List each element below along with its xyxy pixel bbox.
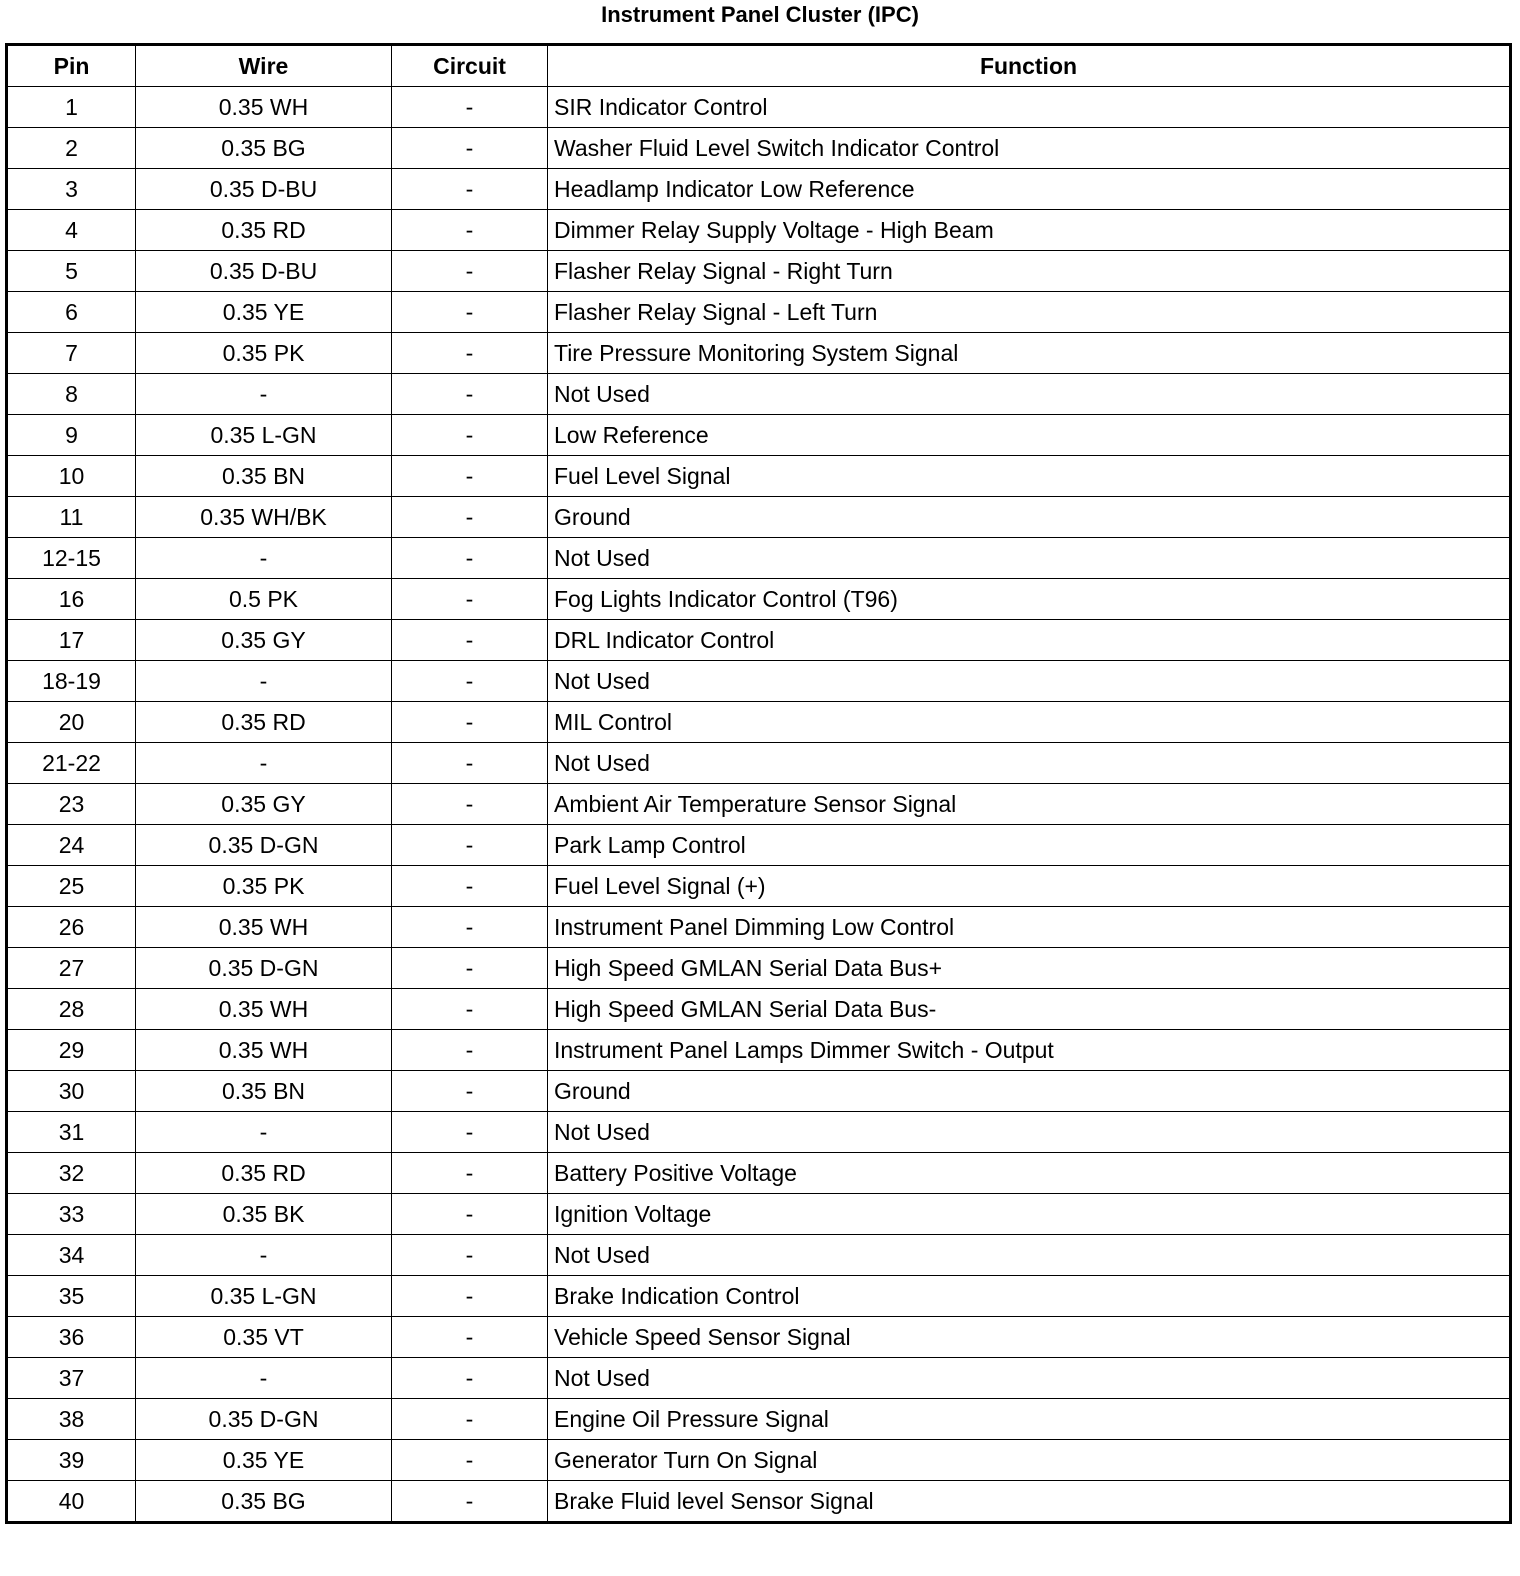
- circuit-cell: -: [392, 1276, 548, 1317]
- pin-cell: 3: [7, 169, 136, 210]
- function-cell: Engine Oil Pressure Signal: [548, 1399, 1511, 1440]
- function-cell: Fuel Level Signal (+): [548, 866, 1511, 907]
- circuit-cell: -: [392, 374, 548, 415]
- table-row: [7, 866, 1511, 907]
- table-row: [7, 1399, 1511, 1440]
- pin-cell: 10: [7, 456, 136, 497]
- function-cell: Ignition Voltage: [548, 1194, 1511, 1235]
- circuit-cell: -: [392, 948, 548, 989]
- table-row: [7, 251, 1511, 292]
- pin-cell: 20: [7, 702, 136, 743]
- function-cell: Not Used: [548, 661, 1511, 702]
- circuit-cell: -: [392, 989, 548, 1030]
- pin-cell: 17: [7, 620, 136, 661]
- table-row: [7, 1317, 1511, 1358]
- function-cell: Not Used: [548, 743, 1511, 784]
- function-cell: Not Used: [548, 1112, 1511, 1153]
- wire-cell: 0.35 L-GN: [136, 415, 392, 456]
- circuit-cell: -: [392, 579, 548, 620]
- pin-cell: 25: [7, 866, 136, 907]
- pin-cell: 24: [7, 825, 136, 866]
- table-row: [7, 1481, 1511, 1523]
- table-row: [7, 743, 1511, 784]
- wire-cell: 0.35 BN: [136, 1071, 392, 1112]
- table-row: [7, 1030, 1511, 1071]
- wire-cell: 0.35 WH: [136, 87, 392, 128]
- table-row: [7, 579, 1511, 620]
- table-row: [7, 169, 1511, 210]
- function-cell: Battery Positive Voltage: [548, 1153, 1511, 1194]
- table-row: [7, 948, 1511, 989]
- circuit-cell: -: [392, 1071, 548, 1112]
- circuit-cell: -: [392, 620, 548, 661]
- circuit-cell: -: [392, 87, 548, 128]
- function-cell: Not Used: [548, 538, 1511, 579]
- function-cell: High Speed GMLAN Serial Data Bus-: [548, 989, 1511, 1030]
- header-function: Function: [548, 45, 1511, 87]
- function-cell: SIR Indicator Control: [548, 87, 1511, 128]
- function-cell: Flasher Relay Signal - Left Turn: [548, 292, 1511, 333]
- function-cell: Instrument Panel Dimming Low Control: [548, 907, 1511, 948]
- pin-cell: 4: [7, 210, 136, 251]
- table-row: [7, 538, 1511, 579]
- wire-cell: 0.35 VT: [136, 1317, 392, 1358]
- wire-cell: 0.35 WH: [136, 907, 392, 948]
- pin-cell: 5: [7, 251, 136, 292]
- pin-cell: 8: [7, 374, 136, 415]
- circuit-cell: -: [392, 333, 548, 374]
- table-body: [7, 87, 1511, 1523]
- wire-cell: 0.35 GY: [136, 784, 392, 825]
- function-cell: Fuel Level Signal: [548, 456, 1511, 497]
- circuit-cell: -: [392, 1440, 548, 1481]
- wire-cell: 0.35 BK: [136, 1194, 392, 1235]
- pin-cell: 36: [7, 1317, 136, 1358]
- table-row: [7, 989, 1511, 1030]
- circuit-cell: -: [392, 292, 548, 333]
- pin-cell: 6: [7, 292, 136, 333]
- table-row: [7, 333, 1511, 374]
- pin-cell: 31: [7, 1112, 136, 1153]
- circuit-cell: -: [392, 907, 548, 948]
- function-cell: Generator Turn On Signal: [548, 1440, 1511, 1481]
- wire-cell: 0.35 PK: [136, 866, 392, 907]
- pin-cell: 1: [7, 87, 136, 128]
- wire-cell: 0.35 D-BU: [136, 169, 392, 210]
- table-row: [7, 1194, 1511, 1235]
- pin-cell: 11: [7, 497, 136, 538]
- pin-cell: 35: [7, 1276, 136, 1317]
- circuit-cell: -: [392, 825, 548, 866]
- wire-cell: -: [136, 1358, 392, 1399]
- table-row: [7, 784, 1511, 825]
- wire-cell: 0.35 D-GN: [136, 1399, 392, 1440]
- table-row: [7, 497, 1511, 538]
- circuit-cell: -: [392, 1235, 548, 1276]
- function-cell: Dimmer Relay Supply Voltage - High Beam: [548, 210, 1511, 251]
- pin-cell: 32: [7, 1153, 136, 1194]
- circuit-cell: -: [392, 1317, 548, 1358]
- wire-cell: -: [136, 374, 392, 415]
- pin-cell: 38: [7, 1399, 136, 1440]
- table-row: [7, 374, 1511, 415]
- pin-cell: 27: [7, 948, 136, 989]
- function-cell: Tire Pressure Monitoring System Signal: [548, 333, 1511, 374]
- wire-cell: 0.35 L-GN: [136, 1276, 392, 1317]
- wire-cell: 0.5 PK: [136, 579, 392, 620]
- pin-cell: 7: [7, 333, 136, 374]
- table-row: [7, 620, 1511, 661]
- pin-cell: 39: [7, 1440, 136, 1481]
- pin-cell: 21-22: [7, 743, 136, 784]
- pin-cell: 40: [7, 1481, 136, 1523]
- wire-cell: 0.35 RD: [136, 702, 392, 743]
- wire-cell: 0.35 WH: [136, 989, 392, 1030]
- pin-cell: 34: [7, 1235, 136, 1276]
- wire-cell: 0.35 WH/BK: [136, 497, 392, 538]
- circuit-cell: -: [392, 743, 548, 784]
- table-row: [7, 1276, 1511, 1317]
- table-header-row: [7, 45, 1511, 87]
- wire-cell: 0.35 YE: [136, 292, 392, 333]
- pin-cell: 30: [7, 1071, 136, 1112]
- function-cell: High Speed GMLAN Serial Data Bus+: [548, 948, 1511, 989]
- pin-cell: 2: [7, 128, 136, 169]
- pin-cell: 28: [7, 989, 136, 1030]
- function-cell: Flasher Relay Signal - Right Turn: [548, 251, 1511, 292]
- function-cell: Low Reference: [548, 415, 1511, 456]
- function-cell: Not Used: [548, 1358, 1511, 1399]
- function-cell: Brake Fluid level Sensor Signal: [548, 1481, 1511, 1523]
- function-cell: Brake Indication Control: [548, 1276, 1511, 1317]
- table-row: [7, 907, 1511, 948]
- table-row: [7, 1071, 1511, 1112]
- function-cell: DRL Indicator Control: [548, 620, 1511, 661]
- circuit-cell: -: [392, 1153, 548, 1194]
- table-row: [7, 1112, 1511, 1153]
- header-circuit: Circuit: [392, 45, 548, 87]
- table-row: [7, 456, 1511, 497]
- wire-cell: -: [136, 538, 392, 579]
- pin-cell: 9: [7, 415, 136, 456]
- circuit-cell: -: [392, 1194, 548, 1235]
- circuit-cell: -: [392, 1030, 548, 1071]
- connector-pin-table: [5, 43, 1512, 1524]
- pin-cell: 33: [7, 1194, 136, 1235]
- wire-cell: 0.35 WH: [136, 1030, 392, 1071]
- header-pin: Pin: [7, 45, 136, 87]
- circuit-cell: -: [392, 1481, 548, 1523]
- circuit-cell: -: [392, 456, 548, 497]
- function-cell: Park Lamp Control: [548, 825, 1511, 866]
- pin-cell: 16: [7, 579, 136, 620]
- pin-cell: 29: [7, 1030, 136, 1071]
- circuit-cell: -: [392, 128, 548, 169]
- circuit-cell: -: [392, 1112, 548, 1153]
- circuit-cell: -: [392, 251, 548, 292]
- wire-cell: -: [136, 1112, 392, 1153]
- function-cell: Not Used: [548, 1235, 1511, 1276]
- wire-cell: 0.35 BG: [136, 1481, 392, 1523]
- function-cell: Fog Lights Indicator Control (T96): [548, 579, 1511, 620]
- pin-cell: 12-15: [7, 538, 136, 579]
- wire-cell: -: [136, 743, 392, 784]
- wire-cell: 0.35 D-GN: [136, 825, 392, 866]
- circuit-cell: -: [392, 1358, 548, 1399]
- wire-cell: -: [136, 661, 392, 702]
- table-row: [7, 1358, 1511, 1399]
- function-cell: Washer Fluid Level Switch Indicator Control: [548, 128, 1511, 169]
- table-row: [7, 702, 1511, 743]
- table-row: [7, 1153, 1511, 1194]
- function-cell: Ground: [548, 497, 1511, 538]
- function-cell: Ground: [548, 1071, 1511, 1112]
- wire-cell: 0.35 PK: [136, 333, 392, 374]
- page-title: Instrument Panel Cluster (IPC): [601, 2, 919, 27]
- circuit-cell: -: [392, 415, 548, 456]
- header-wire: Wire: [136, 45, 392, 87]
- circuit-cell: -: [392, 538, 548, 579]
- wire-cell: 0.35 RD: [136, 1153, 392, 1194]
- wire-cell: 0.35 BN: [136, 456, 392, 497]
- pin-cell: 18-19: [7, 661, 136, 702]
- table-row: [7, 1235, 1511, 1276]
- table-row: [7, 661, 1511, 702]
- table-row: [7, 128, 1511, 169]
- circuit-cell: -: [392, 784, 548, 825]
- pin-cell: 37: [7, 1358, 136, 1399]
- wire-cell: 0.35 RD: [136, 210, 392, 251]
- wire-cell: -: [136, 1235, 392, 1276]
- function-cell: MIL Control: [548, 702, 1511, 743]
- circuit-cell: -: [392, 1399, 548, 1440]
- table-row: [7, 825, 1511, 866]
- wire-cell: 0.35 BG: [136, 128, 392, 169]
- wire-cell: 0.35 GY: [136, 620, 392, 661]
- pin-cell: 23: [7, 784, 136, 825]
- function-cell: Headlamp Indicator Low Reference: [548, 169, 1511, 210]
- circuit-cell: -: [392, 169, 548, 210]
- circuit-cell: -: [392, 210, 548, 251]
- wire-cell: 0.35 D-GN: [136, 948, 392, 989]
- function-cell: Instrument Panel Lamps Dimmer Switch - Output: [548, 1030, 1511, 1071]
- table-row: [7, 292, 1511, 333]
- table-row: [7, 1440, 1511, 1481]
- table-row: [7, 415, 1511, 456]
- table-row: [7, 87, 1511, 128]
- function-cell: Ambient Air Temperature Sensor Signal: [548, 784, 1511, 825]
- circuit-cell: -: [392, 497, 548, 538]
- function-cell: Not Used: [548, 374, 1511, 415]
- function-cell: Vehicle Speed Sensor Signal: [548, 1317, 1511, 1358]
- table-row: [7, 210, 1511, 251]
- circuit-cell: -: [392, 866, 548, 907]
- circuit-cell: -: [392, 702, 548, 743]
- wire-cell: 0.35 D-BU: [136, 251, 392, 292]
- pin-cell: 26: [7, 907, 136, 948]
- wire-cell: 0.35 YE: [136, 1440, 392, 1481]
- circuit-cell: -: [392, 661, 548, 702]
